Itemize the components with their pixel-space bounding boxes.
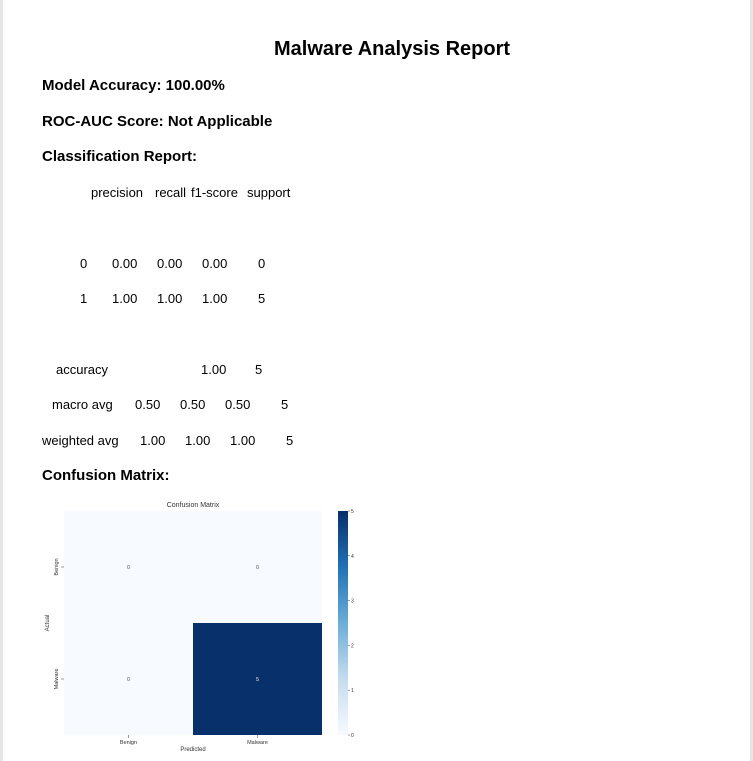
- weighted-avg-f1: 1.00: [230, 433, 256, 448]
- y-tick-label: Malware: [54, 668, 60, 690]
- col-header-f1-score: f1-score: [191, 185, 238, 200]
- weighted-avg-precision: 1.00: [140, 433, 166, 448]
- colorbar-tick-label: 1: [351, 688, 354, 695]
- accuracy-f1: 1.00: [201, 362, 227, 377]
- row-support: 0: [258, 256, 266, 271]
- macro-avg-support: 5: [281, 397, 289, 412]
- row-recall: 1.00: [157, 291, 183, 306]
- accuracy-support: 5: [255, 362, 263, 377]
- colorbar: [338, 511, 348, 735]
- col-header-support: support: [247, 185, 291, 200]
- colorbar-tick-label: 3: [351, 598, 354, 605]
- y-axis-label: Actual: [45, 614, 51, 632]
- colorbar-tick-label: 0: [351, 733, 354, 739]
- chart-title: Confusion Matrix: [166, 502, 220, 509]
- macro-avg-recall: 0.50: [180, 397, 206, 412]
- colorbar-tick-label: 4: [351, 553, 354, 560]
- cell-value-label: 5: [256, 677, 259, 683]
- col-header-precision: precision: [91, 185, 144, 200]
- row-f1: 1.00: [202, 291, 228, 306]
- col-header-recall: recall: [155, 185, 187, 200]
- macro-avg-precision: 0.50: [135, 397, 161, 412]
- x-axis-label: Predicted: [180, 747, 206, 753]
- macro-avg-label: macro avg: [52, 397, 113, 412]
- weighted-avg-support: 5: [286, 433, 294, 448]
- x-tick-label: Malware: [247, 740, 268, 746]
- colorbar-tick-label: 5: [351, 509, 354, 515]
- x-tick-label: Benign: [119, 740, 138, 746]
- row-label: 1: [80, 291, 88, 306]
- cell-value-label: 0: [256, 565, 259, 571]
- row-f1: 0.00: [202, 256, 228, 271]
- confusion-matrix-chart: [0, 490, 420, 760]
- row-support: 5: [258, 291, 266, 306]
- row-recall: 0.00: [157, 256, 183, 271]
- macro-avg-f1: 0.50: [225, 397, 251, 412]
- confusion-matrix-heading: Confusion Matrix:: [42, 467, 170, 484]
- cell-value-label: 0: [127, 677, 130, 683]
- row-label: 0: [80, 256, 88, 271]
- row-precision: 0.00: [112, 256, 138, 271]
- model-accuracy-line: Model Accuracy: 100.00%: [42, 77, 225, 94]
- classification-report-heading: Classification Report:: [42, 148, 198, 165]
- report-title: Malware Analysis Report: [274, 38, 511, 60]
- roc-auc-line: ROC-AUC Score: Not Applicable: [42, 113, 273, 130]
- row-precision: 1.00: [112, 291, 138, 306]
- colorbar-tick-label: 2: [351, 643, 354, 650]
- y-tick-label: Benign: [54, 558, 60, 576]
- weighted-avg-label: weighted avg: [42, 433, 119, 448]
- cell-value-label: 0: [127, 565, 130, 571]
- weighted-avg-recall: 1.00: [185, 433, 211, 448]
- accuracy-label: accuracy: [56, 362, 109, 377]
